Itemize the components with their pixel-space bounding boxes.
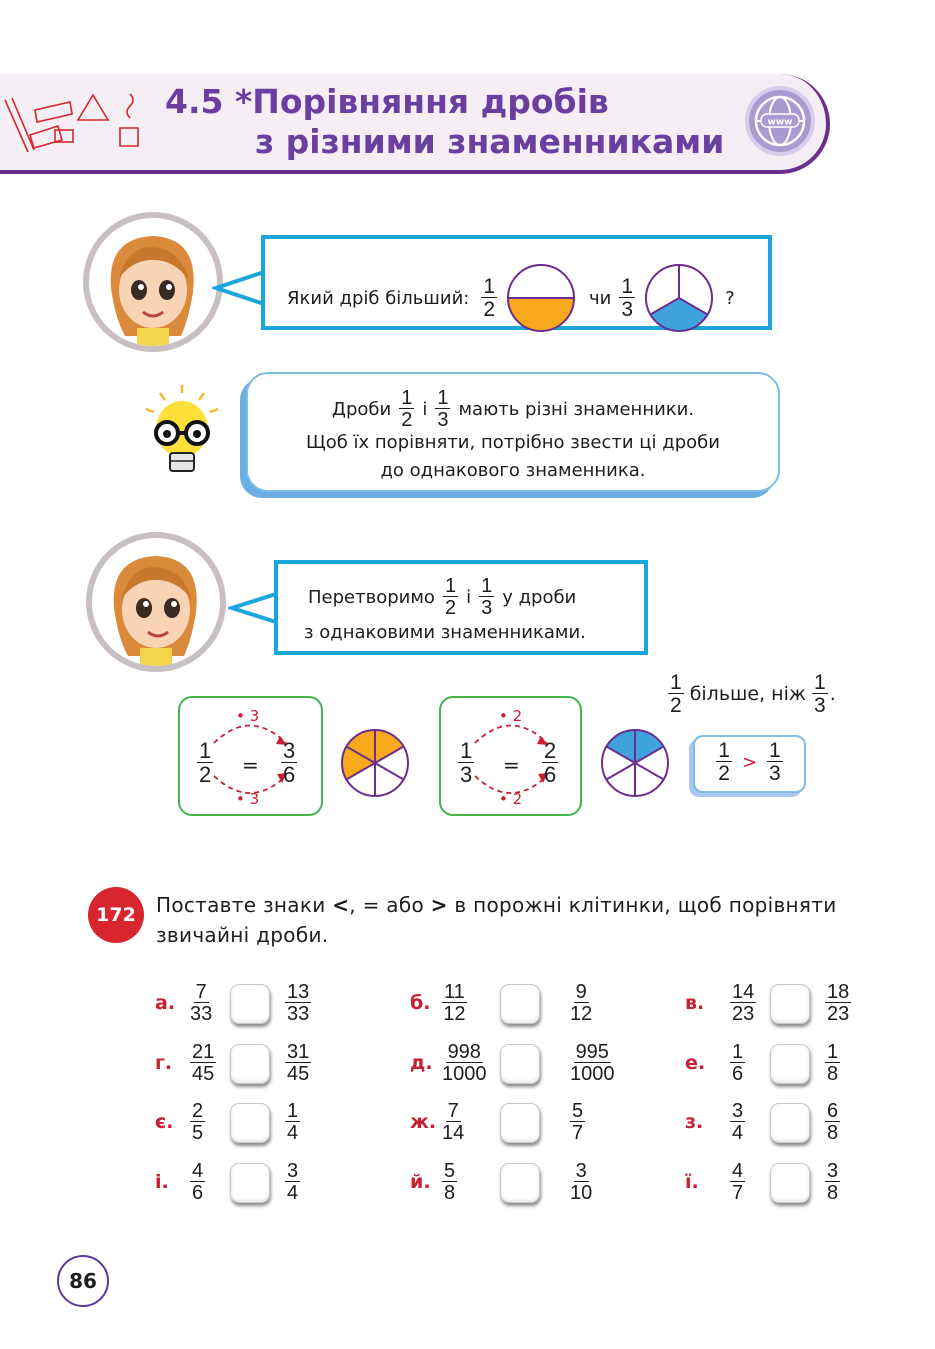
question-text: Який дріб більший: <box>287 287 470 309</box>
fraction-left: 1 2 <box>718 739 730 785</box>
item-label: й. <box>410 1171 431 1193</box>
fraction-a: 5 8 <box>444 1160 456 1204</box>
fraction-a: 4 6 <box>192 1160 204 1204</box>
girl-avatar-2 <box>86 532 226 672</box>
fraction-a: 7 14 <box>442 1100 465 1144</box>
item-label: з. <box>685 1111 704 1133</box>
convert-line-2: з однаковими знаменниками. <box>304 622 586 643</box>
title-line-2: з різними знаменниками <box>255 122 725 161</box>
answer-box[interactable] <box>500 1163 540 1203</box>
answer-box[interactable] <box>230 1103 270 1143</box>
fraction-right: 1 3 <box>769 739 781 785</box>
exercise-item <box>685 1038 935 1092</box>
speech-tail-1 <box>212 268 268 308</box>
answer-box[interactable] <box>500 1044 540 1084</box>
item-label: д. <box>410 1052 433 1074</box>
rule-text-and: і <box>422 398 428 420</box>
fraction-a: 21 45 <box>192 1041 215 1085</box>
answer-box[interactable] <box>770 1044 810 1084</box>
exercise-item <box>685 978 935 1032</box>
answer-box[interactable] <box>230 984 270 1024</box>
fraction-1-3: 1 3 <box>621 275 634 321</box>
fraction-b: 5 7 <box>572 1100 584 1144</box>
fraction-1-3: 1 3 <box>814 671 826 717</box>
greater-sign: > <box>741 751 758 773</box>
fraction-a: 4 7 <box>732 1160 744 1204</box>
equals-sign: = <box>242 753 259 777</box>
item-label: є. <box>155 1111 174 1133</box>
page-title <box>165 82 765 162</box>
rule-line-3: до однакового знаменника. <box>380 460 646 481</box>
convert-text-pre: Перетворимо <box>308 586 435 608</box>
fraction-a: 3 4 <box>732 1100 744 1144</box>
fraction-b: 6 8 <box>827 1100 839 1144</box>
rule-line-2: Щоб їх порівняти, потрібно звести ці дроби <box>306 432 720 453</box>
www-globe-icon[interactable] <box>745 86 815 156</box>
equals-sign: = <box>503 753 520 777</box>
item-label: г. <box>155 1052 173 1074</box>
exercise-item <box>155 1157 405 1211</box>
fraction-a: 2 5 <box>192 1100 204 1144</box>
fraction-b: 3 10 <box>570 1160 593 1204</box>
fraction-b: 13 33 <box>287 981 310 1025</box>
item-label: ж. <box>410 1111 437 1133</box>
fraction-1-3: 1 3 <box>481 575 493 619</box>
fraction-b: 1 8 <box>827 1041 839 1085</box>
exercise-item <box>155 1097 405 1151</box>
fraction-b: 3 8 <box>827 1160 839 1204</box>
fraction-1-2: 1 2 <box>444 575 457 619</box>
conclusion-text: більше, ніж <box>689 683 806 705</box>
fraction-a: 11 12 <box>443 981 466 1025</box>
stationery-doodles-icon <box>0 80 160 160</box>
multiplier-top: • 3 <box>236 707 260 725</box>
rule-box <box>246 372 780 492</box>
fraction-b: 995 1000 <box>570 1041 615 1085</box>
conclusion <box>668 672 836 716</box>
fraction-a: 7 33 <box>190 981 213 1025</box>
girl-avatar-1 <box>83 212 223 352</box>
multiplier-bottom: • 2 <box>499 790 523 808</box>
fraction-b: 9 12 <box>570 981 593 1025</box>
fraction-a: 14 23 <box>732 981 755 1025</box>
answer-box[interactable] <box>770 1163 810 1203</box>
fraction-1-3: 1 3 <box>437 387 449 431</box>
exercise-item <box>685 1157 935 1211</box>
exercise-number-badge: 172 <box>88 887 144 943</box>
item-label: ї. <box>685 1171 699 1193</box>
item-label: і. <box>155 1171 169 1193</box>
conversion-box-1 <box>178 696 323 816</box>
convert-text-and: і <box>466 586 472 608</box>
multiplier-top: • 2 <box>499 707 523 725</box>
exercise-item <box>155 1038 405 1092</box>
answer-box[interactable] <box>230 1044 270 1084</box>
conclusion-dot: . <box>829 683 836 705</box>
exercise-item <box>410 1097 660 1151</box>
fraction-1-2: 1 2 <box>401 387 413 431</box>
fraction-b: 18 23 <box>827 981 850 1025</box>
sixths-circle-orange-icon <box>339 727 411 799</box>
answer-box[interactable] <box>770 1103 810 1143</box>
exercise-item <box>410 1038 660 1092</box>
answer-box[interactable] <box>500 1103 540 1143</box>
svg-text:www: www <box>767 117 793 128</box>
answer-box[interactable] <box>770 984 810 1024</box>
answer-box[interactable] <box>230 1163 270 1203</box>
fraction-1-2: 1 2 <box>483 275 496 321</box>
item-label: б. <box>410 992 431 1014</box>
fraction-to: 2 6 <box>544 738 557 787</box>
fraction-a: 1 6 <box>732 1041 744 1085</box>
multiplier-bottom: • 3 <box>236 790 260 808</box>
speech-tail-2 <box>228 590 280 626</box>
half-circle-icon <box>505 262 577 334</box>
rule-text-post: мають різні знаменники. <box>458 398 695 420</box>
exercise-item <box>410 1157 660 1211</box>
sixths-circle-blue-icon <box>599 727 671 799</box>
third-circle-icon <box>643 262 715 334</box>
answer-box[interactable] <box>500 984 540 1024</box>
speech-bubble-1 <box>261 235 772 330</box>
fraction-b: 3 4 <box>287 1160 299 1204</box>
fraction-from: 1 3 <box>460 738 473 787</box>
fraction-to: 3 6 <box>283 738 296 787</box>
exercise-item <box>685 1097 935 1151</box>
fraction-b: 1 4 <box>287 1100 299 1144</box>
speech-bubble-2 <box>274 560 648 655</box>
item-label: в. <box>685 992 705 1014</box>
fraction-1-2: 1 2 <box>670 671 682 717</box>
exercise-item <box>155 978 405 1032</box>
or-text: чи <box>589 287 612 309</box>
fraction-a: 998 1000 <box>442 1041 487 1085</box>
item-label: а. <box>155 992 176 1014</box>
conversion-box-2 <box>439 696 582 816</box>
fraction-from: 1 2 <box>199 738 212 787</box>
exercise-item <box>410 978 660 1032</box>
comparison-result <box>693 735 806 793</box>
title-line-1: 4.5 *Порівняння дробів <box>165 82 609 121</box>
rule-text-pre: Дроби <box>331 398 392 420</box>
lightbulb-glasses-icon <box>142 383 222 483</box>
item-label: е. <box>685 1052 706 1074</box>
page-number: 86 <box>57 1255 109 1307</box>
convert-text-post: у дроби <box>502 586 577 608</box>
exercise-instruction: Поставте знаки <, = або > в порожні клітинки, щоб порівняти звичайні дроби. <box>156 893 837 947</box>
fraction-b: 31 45 <box>287 1041 310 1085</box>
question-mark: ? <box>725 287 735 309</box>
